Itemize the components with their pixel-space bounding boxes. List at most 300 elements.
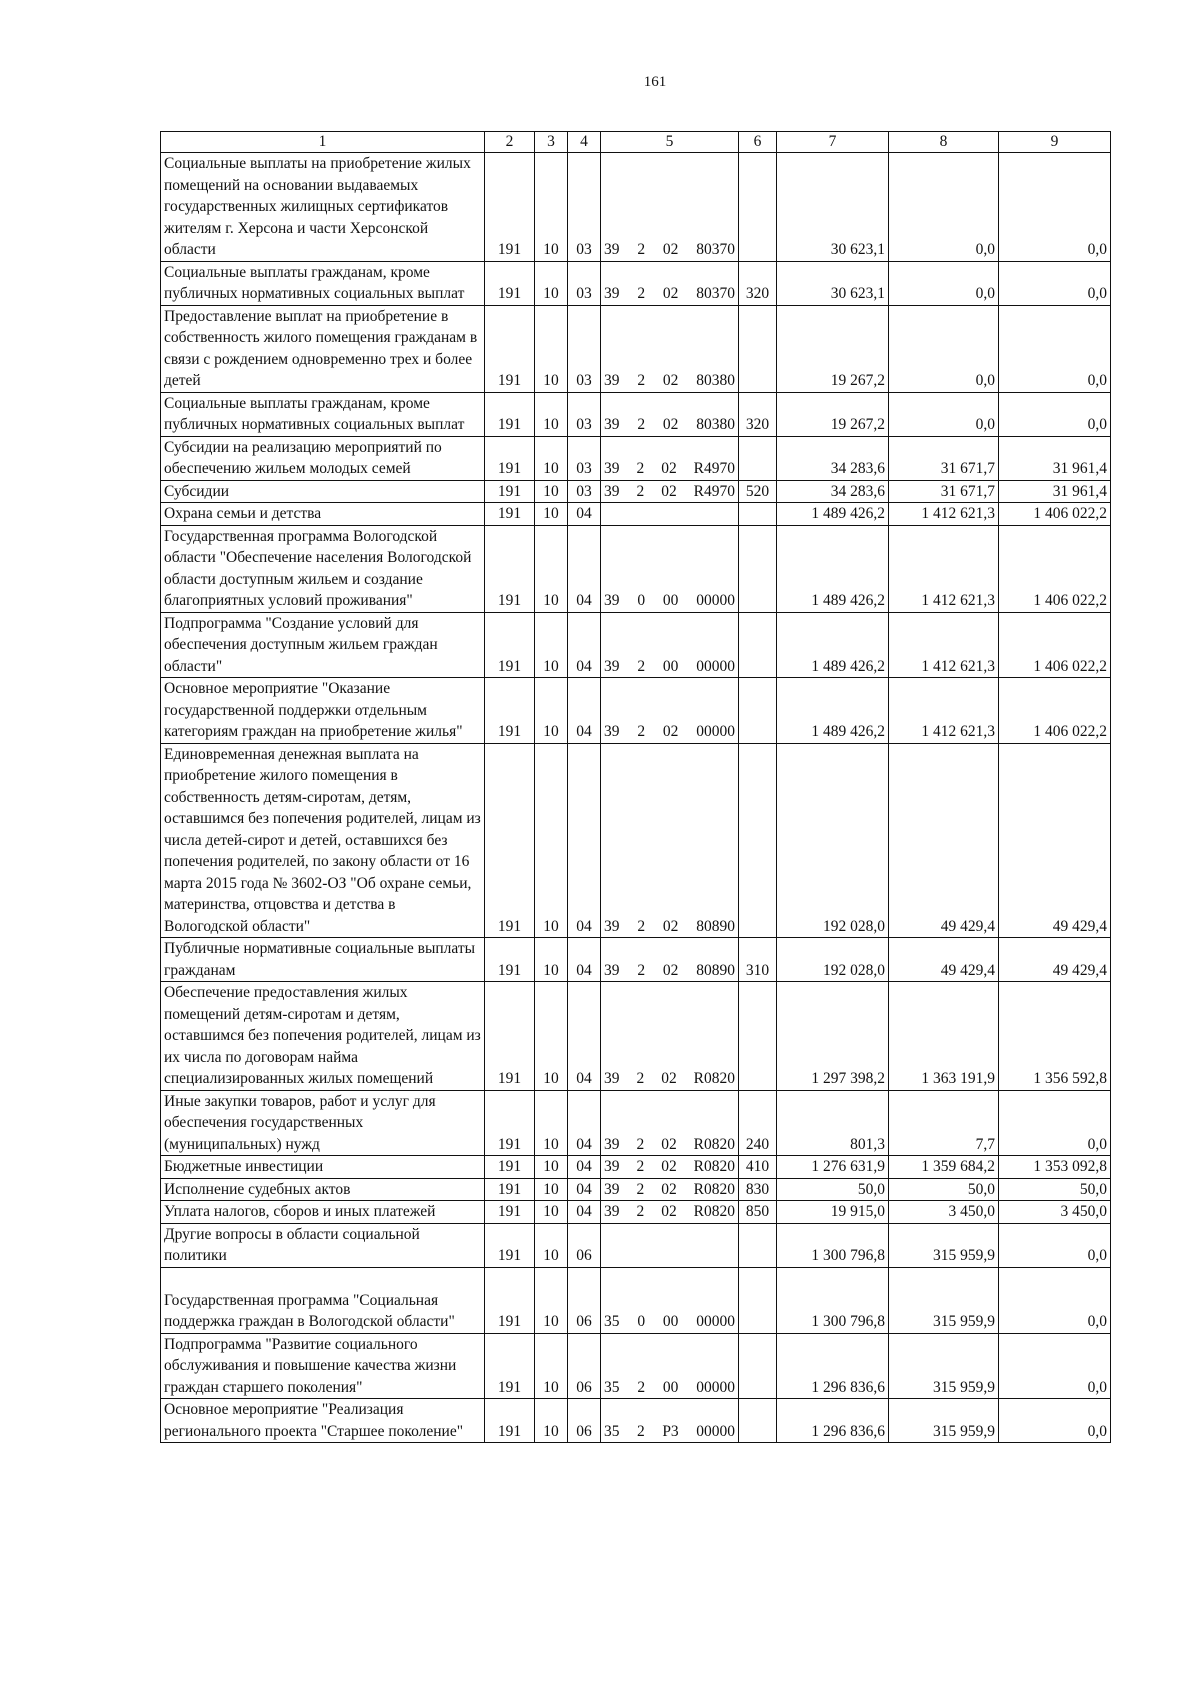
row-col-2: 191: [485, 1201, 535, 1224]
row-col-3: 10: [535, 743, 568, 938]
code-part: 00000: [696, 1378, 735, 1396]
table-row: [161, 480, 1111, 503]
row-col-4: 04: [568, 1156, 601, 1179]
row-col-5-code: [601, 261, 739, 305]
code-part: 2: [637, 372, 646, 389]
row-col-3: 10: [535, 480, 568, 503]
code-part: 35: [604, 1378, 620, 1396]
row-col-6: 410: [739, 1156, 777, 1179]
classification-code: [604, 916, 735, 938]
row-col-9: 0,0: [999, 1333, 1111, 1399]
row-name: Единовременная денежная выплата на приобретение жилого помещения в собственность детям-сиротам, детям, оставшимся без попечения родителей, лицам из числа детей-сирот и детей, оставшихся без попечения родителей, по закону области от 16 марта 2015 года № 3602-ОЗ "Об охране семьи, материнства, отцовства и детства в Вологодской области": [161, 743, 485, 938]
row-col-4: 06: [568, 1223, 601, 1267]
row-col-2: 191: [485, 1267, 535, 1333]
header-col-6: 6: [739, 132, 777, 153]
header-col-1: 1: [161, 132, 485, 153]
row-col-8: 0,0: [889, 392, 999, 436]
code-part: 02: [662, 285, 679, 302]
row-col-7: 34 283,6: [777, 480, 889, 503]
row-name: Основное мероприятие "Реализация регионального проекта "Старшее поколение": [161, 1399, 485, 1443]
row-col-7: 19 915,0: [777, 1201, 889, 1224]
row-col-7: 50,0: [777, 1178, 889, 1201]
row-col-4: 03: [568, 305, 601, 392]
classification-code: [604, 960, 735, 982]
row-col-9: 50,0: [999, 1178, 1111, 1201]
row-col-3: 10: [535, 261, 568, 305]
row-col-5-code: [601, 982, 739, 1091]
row-name: Государственная программа "Социальная поддержка граждан в Вологодской области": [161, 1267, 485, 1333]
table-body: [161, 153, 1111, 1443]
row-col-9: 0,0: [999, 153, 1111, 262]
code-part: 39: [604, 241, 620, 258]
row-col-9: 0,0: [999, 1399, 1111, 1443]
row-col-4: 03: [568, 480, 601, 503]
header-col-7: 7: [777, 132, 889, 153]
code-part: 02: [661, 482, 677, 500]
table-row: [161, 1178, 1111, 1201]
row-col-2: 191: [485, 305, 535, 392]
row-col-8: 315 959,9: [889, 1223, 999, 1267]
classification-code: [604, 283, 735, 305]
table-row: [161, 1090, 1111, 1156]
row-name: Государственная программа Вологодской области "Обеспечение населения Вологодской области доступным жильем и создание благоприятных условий проживания": [161, 525, 485, 612]
row-col-9: 1 356 592,8: [999, 982, 1111, 1091]
row-col-3: 10: [535, 982, 568, 1091]
table-row: [161, 1223, 1111, 1267]
table-row: [161, 153, 1111, 262]
row-col-3: 10: [535, 1223, 568, 1267]
code-part: 39: [604, 1070, 620, 1087]
table-row: [161, 392, 1111, 436]
row-name: Социальные выплаты на приобретение жилых помещений на основании выдаваемых государственных жилищных сертификатов жителям г. Херсона и части Херсонской области: [161, 153, 485, 262]
row-col-2: 191: [485, 678, 535, 744]
row-col-3: 10: [535, 525, 568, 612]
row-col-5-code: [601, 1333, 739, 1399]
row-col-3: 10: [535, 612, 568, 678]
code-part: 80370: [696, 241, 735, 258]
code-part: 00000: [696, 657, 735, 675]
code-part: 2: [637, 723, 646, 740]
row-col-9: 0,0: [999, 1223, 1111, 1267]
code-part: 80370: [696, 285, 735, 302]
code-part: 02: [662, 917, 679, 935]
row-name: Другие вопросы в области социальной политики: [161, 1223, 485, 1267]
code-part: 39: [604, 372, 620, 389]
code-part: R0820: [693, 1203, 735, 1220]
row-col-2: 191: [485, 938, 535, 982]
row-col-5-code: [601, 436, 739, 480]
table-row: [161, 1267, 1111, 1333]
row-col-2: 191: [485, 261, 535, 305]
row-col-5-code: [601, 1178, 739, 1201]
row-name: Бюджетные инвестиции: [161, 1156, 485, 1179]
row-col-8: 1 412 621,3: [889, 612, 999, 678]
code-part: 39: [604, 1158, 620, 1175]
classification-code: [604, 1421, 735, 1443]
header-col-4: 4: [568, 132, 601, 153]
code-part: 00000: [696, 1313, 735, 1330]
row-col-8: 315 959,9: [889, 1333, 999, 1399]
code-part: 00: [662, 592, 679, 609]
row-col-8: 0,0: [889, 153, 999, 262]
code-part: 80890: [696, 917, 735, 935]
code-part: 39: [604, 460, 620, 477]
row-col-6: 520: [739, 480, 777, 503]
header-col-8: 8: [889, 132, 999, 153]
code-part: 02: [661, 1203, 677, 1220]
table-row: [161, 1399, 1111, 1443]
code-part: 2: [636, 460, 645, 477]
row-col-5-code: [601, 612, 739, 678]
classification-code: [604, 239, 735, 261]
classification-code: [604, 1134, 735, 1156]
row-col-8: 1 412 621,3: [889, 525, 999, 612]
code-part: 02: [662, 723, 679, 740]
header-col-5: 5: [601, 132, 739, 153]
row-col-5-code: [601, 480, 739, 503]
code-part: 2: [637, 416, 646, 433]
header-col-2: 2: [485, 132, 535, 153]
code-part: R0820: [693, 1180, 735, 1198]
row-col-7: 1 489 426,2: [777, 525, 889, 612]
row-col-7: 1 297 398,2: [777, 982, 889, 1091]
row-col-8: 0,0: [889, 305, 999, 392]
row-col-8: 1 363 191,9: [889, 982, 999, 1091]
row-col-6: [739, 743, 777, 938]
row-col-4: 04: [568, 982, 601, 1091]
classification-code: [604, 656, 735, 678]
code-part: 02: [661, 1135, 677, 1153]
classification-code: [604, 481, 735, 503]
row-col-4: 04: [568, 1201, 601, 1224]
code-part: R0820: [693, 1158, 735, 1175]
row-col-5-code: [601, 392, 739, 436]
code-part: 39: [604, 1135, 620, 1153]
row-col-8: 3 450,0: [889, 1201, 999, 1224]
code-part: 00000: [696, 592, 735, 609]
row-col-9: 31 961,4: [999, 480, 1111, 503]
code-part: 2: [637, 961, 646, 979]
code-part: 00: [662, 1378, 679, 1396]
row-col-9: 49 429,4: [999, 743, 1111, 938]
classification-code: [604, 1068, 735, 1090]
row-col-4: 04: [568, 743, 601, 938]
row-name: Иные закупки товаров, работ и услуг для обеспечения государственных (муниципальных) нужд: [161, 1090, 485, 1156]
code-part: 39: [604, 723, 620, 740]
row-col-2: 191: [485, 1399, 535, 1443]
code-part: 2: [636, 1070, 645, 1087]
code-part: 39: [604, 961, 620, 979]
row-name: Уплата налогов, сборов и иных платежей: [161, 1201, 485, 1224]
table-row: [161, 1201, 1111, 1224]
classification-code: [604, 414, 735, 436]
code-part: 02: [662, 416, 679, 433]
code-part: 02: [662, 961, 679, 979]
row-col-4: 03: [568, 392, 601, 436]
row-col-6: [739, 1333, 777, 1399]
table-row: [161, 436, 1111, 480]
row-col-8: 0,0: [889, 261, 999, 305]
row-name: Социальные выплаты гражданам, кроме публичных нормативных социальных выплат: [161, 392, 485, 436]
row-col-6: [739, 153, 777, 262]
row-col-8: 7,7: [889, 1090, 999, 1156]
row-col-7: 1 489 426,2: [777, 503, 889, 526]
row-col-7: 1 300 796,8: [777, 1267, 889, 1333]
row-col-6: 310: [739, 938, 777, 982]
row-col-2: 191: [485, 743, 535, 938]
row-col-2: 191: [485, 392, 535, 436]
row-col-6: 320: [739, 392, 777, 436]
row-name: Субсидии: [161, 480, 485, 503]
row-name: Обеспечение предоставления жилых помещений детям-сиротам и детям, оставшимся без попечения родителей, лицам из их числа по договорам найма специализированных жилых помещений: [161, 982, 485, 1091]
code-part: 2: [637, 1422, 645, 1440]
row-col-8: 1 359 684,2: [889, 1156, 999, 1179]
row-col-6: [739, 525, 777, 612]
code-part: 00: [662, 1313, 679, 1330]
code-part: 02: [661, 460, 677, 477]
row-col-3: 10: [535, 1201, 568, 1224]
table-row: [161, 261, 1111, 305]
row-col-8: 1 412 621,3: [889, 503, 999, 526]
row-col-9: 0,0: [999, 1267, 1111, 1333]
row-name: Субсидии на реализацию мероприятий по обеспечению жильем молодых семей: [161, 436, 485, 480]
header-row: [161, 132, 1111, 153]
row-col-4: 06: [568, 1333, 601, 1399]
code-part: 02: [661, 1070, 677, 1087]
row-col-5-code: [601, 525, 739, 612]
row-col-7: 1 489 426,2: [777, 612, 889, 678]
row-col-6: 830: [739, 1178, 777, 1201]
row-col-8: 315 959,9: [889, 1267, 999, 1333]
row-col-9: 1 406 022,2: [999, 503, 1111, 526]
classification-code: [604, 458, 735, 480]
row-col-5-code: [601, 1399, 739, 1443]
row-col-3: 10: [535, 1399, 568, 1443]
code-part: 80890: [696, 961, 735, 979]
row-col-2: 191: [485, 153, 535, 262]
row-col-2: 191: [485, 1178, 535, 1201]
row-col-5-code: [601, 1267, 739, 1333]
row-col-4: 06: [568, 1267, 601, 1333]
table-row: [161, 503, 1111, 526]
row-col-6: [739, 305, 777, 392]
row-col-7: 19 267,2: [777, 392, 889, 436]
row-col-6: [739, 612, 777, 678]
row-col-7: 30 623,1: [777, 261, 889, 305]
row-col-6: 320: [739, 261, 777, 305]
row-col-5-code: [601, 305, 739, 392]
row-name: Основное мероприятие "Оказание государственной поддержки отдельным категориям граждан на приобретение жилья": [161, 678, 485, 744]
page-number: 161: [643, 74, 667, 90]
row-col-6: [739, 1223, 777, 1267]
row-col-3: 10: [535, 1333, 568, 1399]
row-col-8: 31 671,7: [889, 480, 999, 503]
row-name: Исполнение судебных актов: [161, 1178, 485, 1201]
row-col-7: 192 028,0: [777, 938, 889, 982]
code-part: 39: [604, 416, 620, 433]
table-row: [161, 525, 1111, 612]
row-col-4: 03: [568, 153, 601, 262]
code-part: 39: [604, 917, 620, 935]
classification-code: [604, 721, 735, 743]
code-part: 39: [604, 657, 620, 675]
code-part: 02: [662, 372, 679, 389]
row-col-5-code: [601, 743, 739, 938]
row-col-2: 191: [485, 1090, 535, 1156]
row-col-6: 850: [739, 1201, 777, 1224]
code-part: R4970: [693, 460, 735, 477]
row-name: Предоставление выплат на приобретение в собственность жилого помещения гражданам в связи с рождением одновременно трех и более детей: [161, 305, 485, 392]
header-col-3: 3: [535, 132, 568, 153]
row-name: Социальные выплаты гражданам, кроме публичных нормативных социальных выплат: [161, 261, 485, 305]
row-col-4: 04: [568, 938, 601, 982]
row-col-4: 04: [568, 503, 601, 526]
code-part: 00: [662, 657, 679, 675]
row-col-3: 10: [535, 1090, 568, 1156]
code-part: 2: [637, 917, 646, 935]
row-col-7: 801,3: [777, 1090, 889, 1156]
row-col-8: 315 959,9: [889, 1399, 999, 1443]
code-part: 2: [637, 241, 646, 258]
row-col-3: 10: [535, 1267, 568, 1333]
table-row: [161, 743, 1111, 938]
code-part: 00000: [696, 723, 735, 740]
code-part: 0: [637, 1313, 646, 1330]
code-part: 2: [637, 657, 646, 675]
row-col-7: 1 300 796,8: [777, 1223, 889, 1267]
row-col-4: 04: [568, 525, 601, 612]
code-part: 00000: [696, 1422, 735, 1440]
row-col-9: 49 429,4: [999, 938, 1111, 982]
row-col-9: 1 406 022,2: [999, 525, 1111, 612]
row-col-5-code: [601, 1201, 739, 1224]
table-row: [161, 1156, 1111, 1179]
row-col-2: 191: [485, 503, 535, 526]
table-row: [161, 1333, 1111, 1399]
row-col-4: 03: [568, 261, 601, 305]
row-col-8: 49 429,4: [889, 938, 999, 982]
row-col-7: 30 623,1: [777, 153, 889, 262]
row-col-9: 1 406 022,2: [999, 612, 1111, 678]
code-part: 39: [604, 1180, 620, 1198]
row-col-2: 191: [485, 480, 535, 503]
table-row: [161, 982, 1111, 1091]
code-part: 80380: [696, 416, 735, 433]
row-col-3: 10: [535, 153, 568, 262]
code-part: 2: [636, 1158, 645, 1175]
row-col-5-code: [601, 1156, 739, 1179]
row-col-7: 1 296 836,6: [777, 1399, 889, 1443]
row-col-2: 191: [485, 436, 535, 480]
classification-code: [604, 1201, 735, 1223]
row-name: Подпрограмма "Создание условий для обеспечения доступным жильем граждан области": [161, 612, 485, 678]
row-col-3: 10: [535, 503, 568, 526]
table-row: [161, 612, 1111, 678]
row-col-9: 0,0: [999, 261, 1111, 305]
classification-code: [604, 1377, 735, 1399]
row-col-2: 191: [485, 1156, 535, 1179]
code-part: Р3: [662, 1422, 679, 1440]
row-col-5-code: [601, 503, 739, 526]
row-col-7: 1 489 426,2: [777, 678, 889, 744]
row-col-3: 10: [535, 436, 568, 480]
row-col-9: 1 353 092,8: [999, 1156, 1111, 1179]
row-col-3: 10: [535, 938, 568, 982]
row-col-9: 3 450,0: [999, 1201, 1111, 1224]
row-col-3: 10: [535, 1178, 568, 1201]
row-col-7: 1 296 836,6: [777, 1333, 889, 1399]
table-row: [161, 678, 1111, 744]
row-col-2: 191: [485, 982, 535, 1091]
code-part: 02: [661, 1158, 677, 1175]
classification-code: [604, 370, 735, 392]
code-part: 02: [662, 241, 679, 258]
row-col-4: 06: [568, 1399, 601, 1443]
code-part: 39: [604, 482, 620, 500]
row-col-9: 0,0: [999, 392, 1111, 436]
row-col-7: 1 276 631,9: [777, 1156, 889, 1179]
code-part: 2: [637, 1378, 646, 1396]
classification-code: [604, 1156, 735, 1178]
row-col-5-code: [601, 1090, 739, 1156]
row-col-5-code: [601, 678, 739, 744]
row-col-4: 04: [568, 612, 601, 678]
row-col-6: [739, 982, 777, 1091]
classification-code: [604, 1179, 735, 1201]
code-part: 2: [637, 285, 646, 302]
row-col-4: 04: [568, 678, 601, 744]
row-col-8: 49 429,4: [889, 743, 999, 938]
row-col-9: 1 406 022,2: [999, 678, 1111, 744]
row-col-9: 0,0: [999, 305, 1111, 392]
row-col-4: 04: [568, 1178, 601, 1201]
row-col-3: 10: [535, 678, 568, 744]
code-part: 80380: [696, 372, 735, 389]
row-col-6: [739, 436, 777, 480]
code-part: 39: [604, 592, 620, 609]
row-col-2: 191: [485, 525, 535, 612]
row-col-4: 04: [568, 1090, 601, 1156]
row-col-9: 31 961,4: [999, 436, 1111, 480]
code-part: 35: [604, 1313, 620, 1330]
row-col-3: 10: [535, 1156, 568, 1179]
row-col-6: [739, 1399, 777, 1443]
row-col-7: 34 283,6: [777, 436, 889, 480]
row-col-3: 10: [535, 392, 568, 436]
row-col-8: 31 671,7: [889, 436, 999, 480]
row-col-6: [739, 1267, 777, 1333]
code-part: R0820: [693, 1070, 735, 1087]
row-col-4: 03: [568, 436, 601, 480]
code-part: R4970: [693, 482, 735, 500]
code-part: 39: [604, 285, 620, 302]
row-col-5-code: [601, 1223, 739, 1267]
code-part: 2: [636, 1180, 645, 1198]
row-col-2: 191: [485, 612, 535, 678]
row-col-8: 1 412 621,3: [889, 678, 999, 744]
classification-code: [604, 590, 735, 612]
row-col-7: 19 267,2: [777, 305, 889, 392]
budget-table: [160, 131, 1111, 1443]
header-col-9: 9: [999, 132, 1111, 153]
row-col-7: 192 028,0: [777, 743, 889, 938]
table-row: [161, 305, 1111, 392]
code-part: 2: [636, 1203, 645, 1220]
row-col-3: 10: [535, 305, 568, 392]
classification-code: [604, 1311, 735, 1333]
row-col-6: [739, 678, 777, 744]
code-part: 39: [604, 1203, 620, 1220]
